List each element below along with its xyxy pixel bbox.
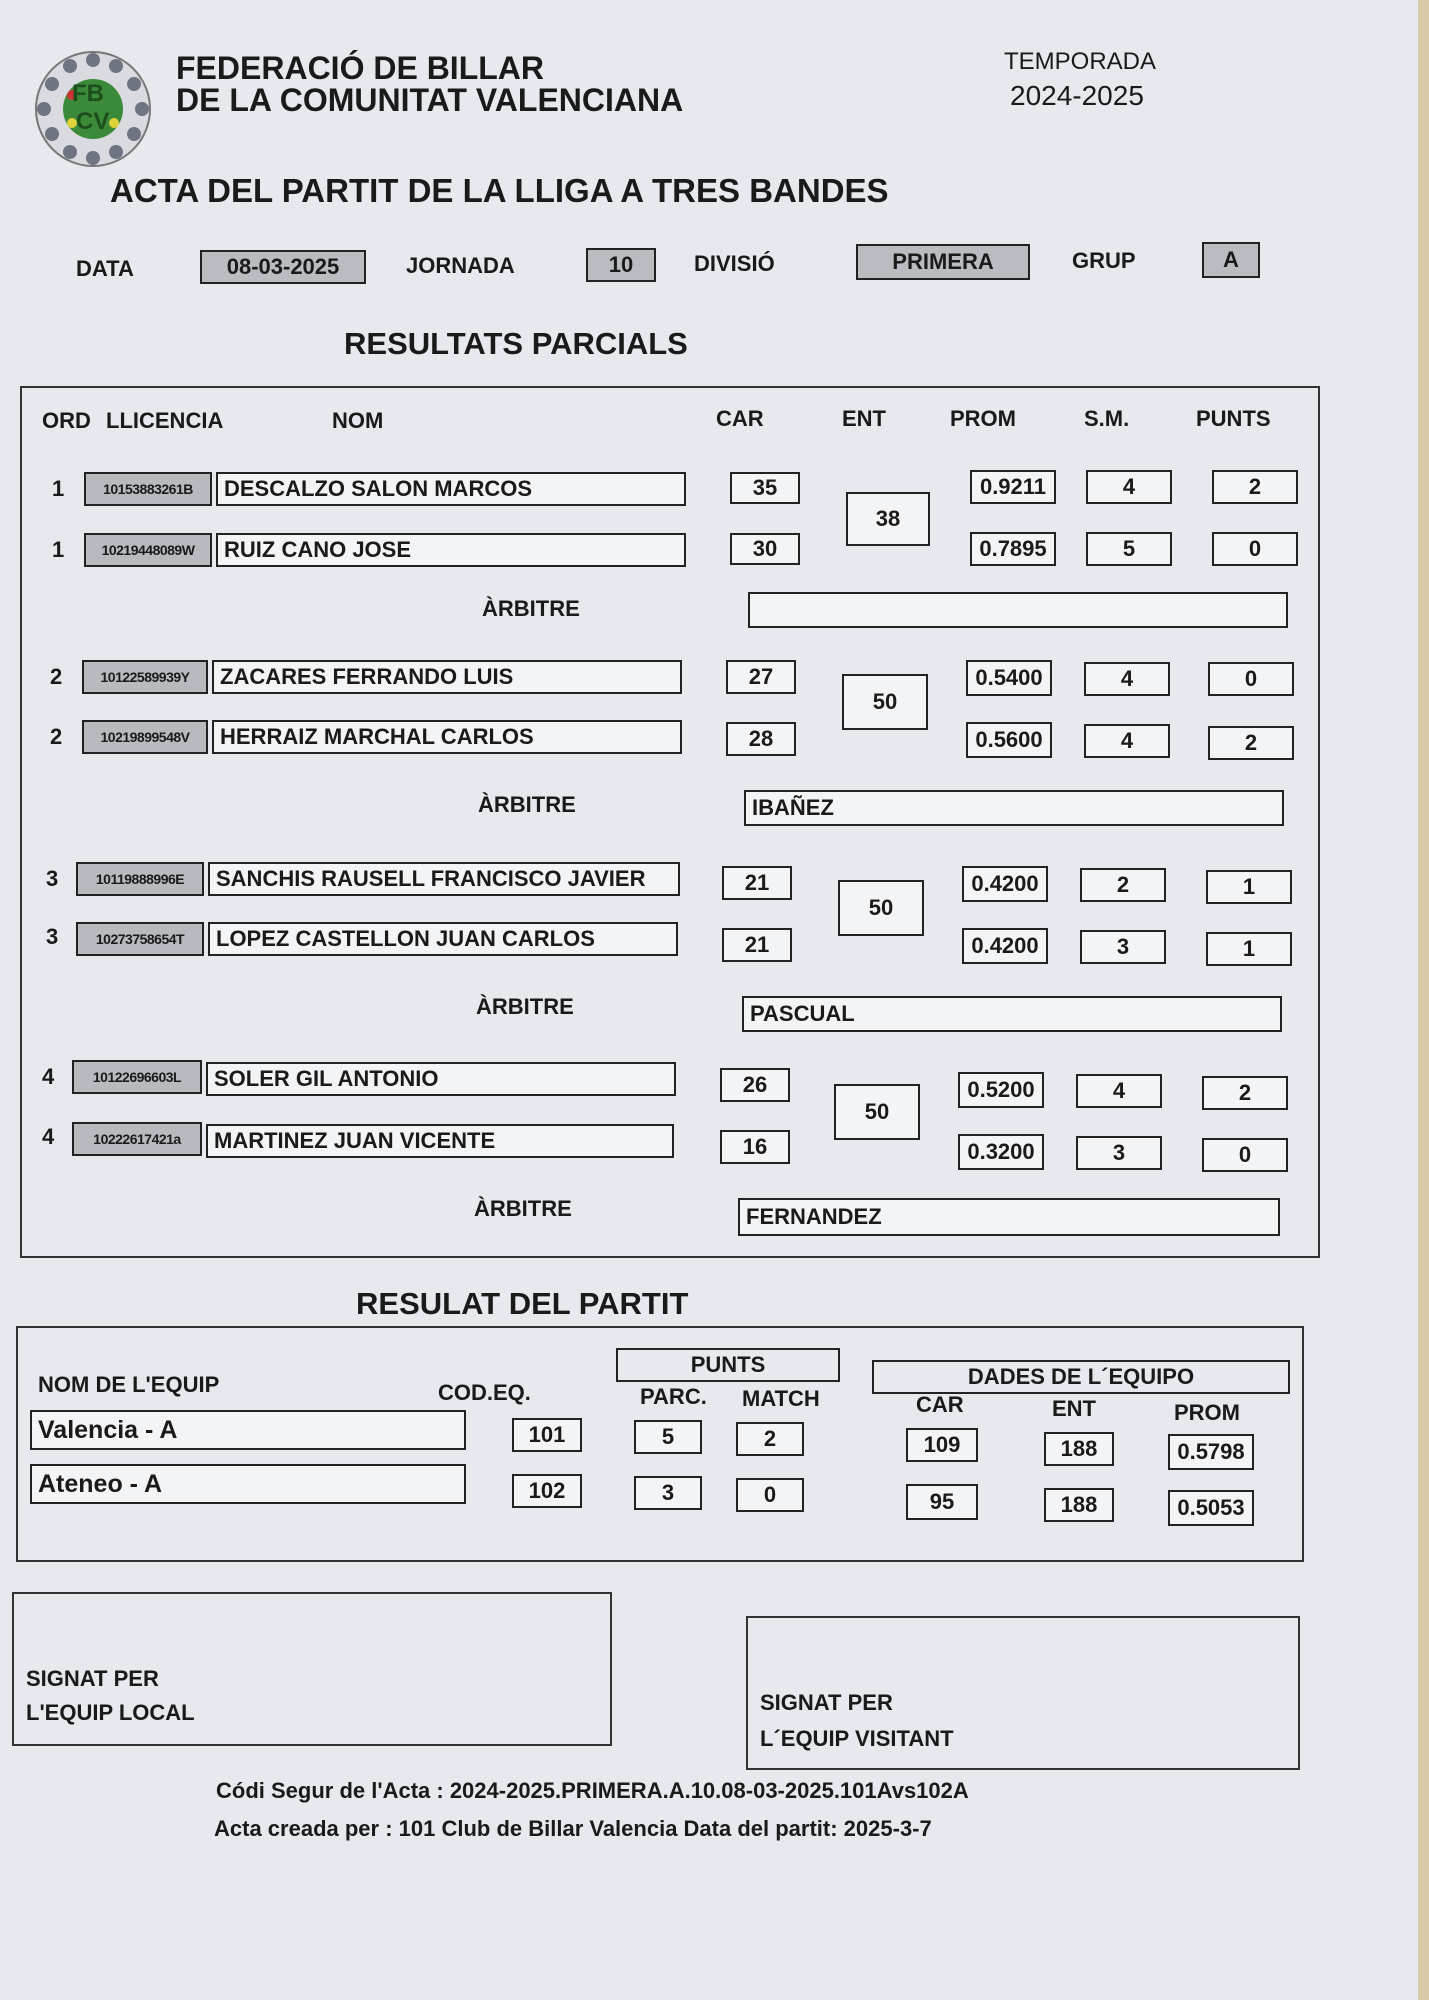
- license: 10119888996E: [76, 862, 204, 896]
- points: 0: [1202, 1138, 1288, 1172]
- car: 21: [722, 928, 792, 962]
- car: 35: [730, 472, 800, 504]
- prom: 0.5600: [966, 722, 1052, 758]
- referee-label: ÀRBITRE: [482, 596, 580, 621]
- team-parc: 5: [634, 1420, 702, 1454]
- col-code: COD.EQ.: [438, 1380, 531, 1405]
- referee-label: ÀRBITRE: [476, 994, 574, 1019]
- ord: 1: [52, 537, 65, 562]
- col-name: NOM: [332, 408, 384, 433]
- team-car: 95: [906, 1484, 978, 1520]
- group-label: GRUP: [1072, 248, 1136, 273]
- season-label: TEMPORADA: [1004, 48, 1157, 75]
- player-name: SANCHIS RAUSELL FRANCISCO JAVIER: [208, 862, 680, 896]
- ord: 1: [52, 476, 65, 501]
- team-ent: 188: [1044, 1432, 1114, 1466]
- col-car: CAR: [716, 406, 764, 431]
- referee-label: ÀRBITRE: [474, 1196, 572, 1221]
- col-team-ent: ENT: [1052, 1396, 1096, 1421]
- team-name: Ateneo - A: [30, 1464, 466, 1504]
- created-by: Acta creada per : 101 Club de Billar Valencia Data del partit: 2025-3-7: [214, 1816, 932, 1841]
- prom: 0.5200: [958, 1072, 1044, 1108]
- signature-local-line1: SIGNAT PER: [26, 1666, 159, 1691]
- car: 27: [726, 660, 796, 694]
- license: 10219899548V: [82, 720, 208, 754]
- player-name: DESCALZO SALON MARCOS: [216, 472, 686, 506]
- signature-visitor-line2: L´EQUIP VISITANT: [760, 1726, 954, 1751]
- col-license: LLICENCIA: [106, 408, 224, 433]
- prom: 0.5400: [966, 660, 1052, 696]
- sm: 2: [1080, 868, 1166, 902]
- license: 10122696603L: [72, 1060, 202, 1094]
- points: 2: [1208, 726, 1294, 760]
- col-team: NOM DE L'EQUIP: [38, 1372, 220, 1397]
- ord: 2: [50, 664, 63, 689]
- player-name: MARTINEZ JUAN VICENTE: [206, 1124, 674, 1158]
- logo-text-bottom: CV: [76, 108, 110, 135]
- license: 10273758654T: [76, 922, 204, 956]
- date-value: 08-03-2025: [200, 250, 366, 284]
- col-ent: ENT: [842, 406, 886, 431]
- ord: 4: [42, 1124, 55, 1149]
- team-ent: 188: [1044, 1488, 1114, 1522]
- col-sm: S.M.: [1084, 406, 1130, 431]
- federation-name-line2: DE LA COMUNITAT VALENCIANA: [176, 82, 684, 118]
- logo-text-top: FB: [72, 80, 104, 107]
- col-prom: PROM: [950, 406, 1016, 431]
- ent: 38: [846, 492, 930, 546]
- round-label: JORNADA: [406, 253, 515, 278]
- car: 26: [720, 1068, 790, 1102]
- document-title: ACTA DEL PARTIT DE LA LLIGA A TRES BANDES: [110, 172, 889, 209]
- division-label: DIVISIÓ: [694, 251, 775, 276]
- team-prom: 0.5798: [1168, 1434, 1254, 1470]
- ord: 2: [50, 724, 63, 749]
- col-parc: PARC.: [640, 1384, 707, 1409]
- team-code: 101: [512, 1418, 582, 1452]
- points-header: PUNTS: [616, 1348, 840, 1382]
- player-name: LOPEZ CASTELLON JUAN CARLOS: [208, 922, 678, 956]
- federation-name-line1: FEDERACIÓ DE BILLAR: [176, 50, 544, 86]
- ord: 3: [46, 924, 59, 949]
- ord: 4: [42, 1064, 55, 1089]
- sm: 4: [1086, 470, 1172, 504]
- points: 2: [1202, 1076, 1288, 1110]
- car: 16: [720, 1130, 790, 1164]
- sm: 4: [1076, 1074, 1162, 1108]
- team-name: Valencia - A: [30, 1410, 466, 1450]
- referee-value: IBAÑEZ: [744, 790, 1284, 826]
- team-match: 0: [736, 1478, 804, 1512]
- round-value: 10: [586, 248, 656, 282]
- sm: 4: [1084, 662, 1170, 696]
- referee-value: FERNANDEZ: [738, 1198, 1280, 1236]
- points: 0: [1208, 662, 1294, 696]
- team-parc: 3: [634, 1476, 702, 1510]
- points: 1: [1206, 870, 1292, 904]
- ent: 50: [834, 1084, 920, 1140]
- col-team-car: CAR: [916, 1392, 964, 1417]
- sm: 3: [1076, 1136, 1162, 1170]
- col-ord: ORD: [42, 408, 91, 433]
- sm: 3: [1080, 930, 1166, 964]
- secure-code: Códi Segur de l'Acta : 2024-2025.PRIMERA.A.10.08-03-2025.101Avs102A: [216, 1778, 969, 1803]
- prom: 0.3200: [958, 1134, 1044, 1170]
- date-label: DATA: [76, 256, 134, 281]
- ent: 50: [842, 674, 928, 730]
- player-name: SOLER GIL ANTONIO: [206, 1062, 676, 1096]
- ent: 50: [838, 880, 924, 936]
- team-match: 2: [736, 1422, 804, 1456]
- car: 28: [726, 722, 796, 756]
- partials-title: RESULTATS PARCIALS: [344, 326, 688, 361]
- prom: 0.7895: [970, 532, 1056, 566]
- sm: 4: [1084, 724, 1170, 758]
- group-value: A: [1202, 242, 1260, 278]
- sm: 5: [1086, 532, 1172, 566]
- points: 1: [1206, 932, 1292, 966]
- signature-local-line2: L'EQUIP LOCAL: [26, 1700, 195, 1725]
- referee-value: PASCUAL: [742, 996, 1282, 1032]
- federation-logo: [34, 50, 152, 168]
- player-name: HERRAIZ MARCHAL CARLOS: [212, 720, 682, 754]
- car: 21: [722, 866, 792, 900]
- referee-label: ÀRBITRE: [478, 792, 576, 817]
- license: 10122589939Y: [82, 660, 208, 694]
- col-match: MATCH: [742, 1386, 820, 1411]
- player-name: ZACARES FERRANDO LUIS: [212, 660, 682, 694]
- prom: 0.9211: [970, 470, 1056, 504]
- result-title: RESULAT DEL PARTIT: [356, 1286, 689, 1321]
- prom: 0.4200: [962, 866, 1048, 902]
- team-code: 102: [512, 1474, 582, 1508]
- team-data-header: DADES DE L´EQUIPO: [872, 1360, 1290, 1394]
- car: 30: [730, 533, 800, 565]
- ord: 3: [46, 866, 59, 891]
- team-prom: 0.5053: [1168, 1490, 1254, 1526]
- points: 0: [1212, 532, 1298, 566]
- license: 10219448089W: [84, 533, 212, 567]
- col-points: PUNTS: [1196, 406, 1271, 431]
- division-value: PRIMERA: [856, 244, 1030, 280]
- license: 10222617421a: [72, 1122, 202, 1156]
- player-name: RUIZ CANO JOSE: [216, 533, 686, 567]
- points: 2: [1212, 470, 1298, 504]
- signature-visitor-line1: SIGNAT PER: [760, 1690, 893, 1715]
- season-value: 2024-2025: [1010, 80, 1144, 111]
- license: 10153883261B: [84, 472, 212, 506]
- col-team-prom: PROM: [1174, 1400, 1240, 1425]
- team-car: 109: [906, 1428, 978, 1462]
- prom: 0.4200: [962, 928, 1048, 964]
- referee-value: [748, 592, 1288, 628]
